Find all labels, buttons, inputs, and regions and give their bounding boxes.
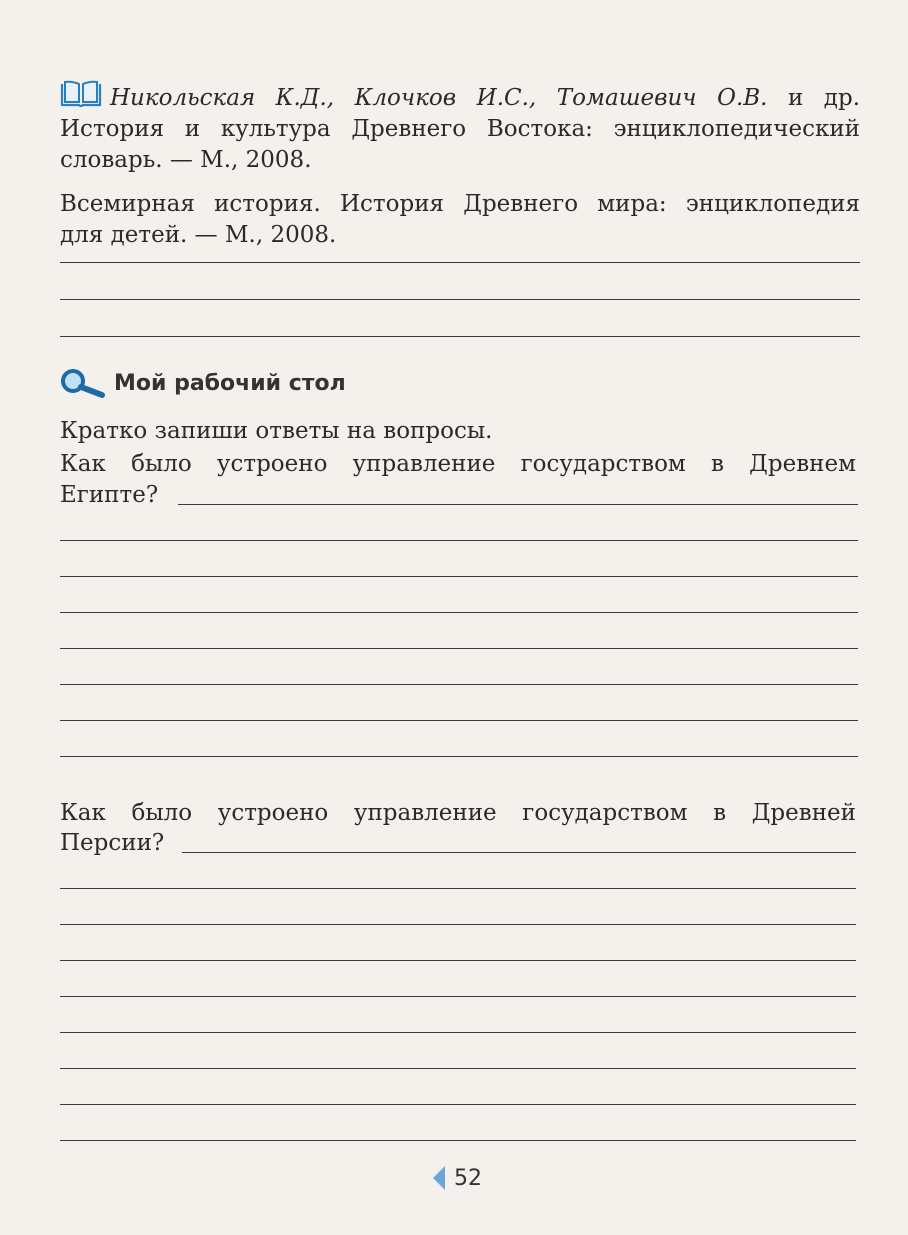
answer-line[interactable]	[182, 852, 856, 853]
writing-line[interactable]	[60, 336, 860, 337]
answer-line[interactable]	[178, 504, 858, 505]
answer-line[interactable]	[60, 960, 856, 961]
writing-line[interactable]	[60, 262, 860, 263]
answer-line[interactable]	[60, 1068, 856, 1069]
answer-line[interactable]	[60, 756, 858, 757]
section-title-text: Мой рабочий стол	[114, 370, 346, 396]
section-title	[60, 368, 860, 398]
question-2-line1: Как было устроено управление государством в Древней	[60, 800, 856, 826]
writing-line[interactable]	[60, 299, 860, 300]
section-header	[60, 368, 860, 398]
answer-line[interactable]	[60, 888, 856, 889]
answer-line[interactable]	[60, 576, 858, 577]
answer-line[interactable]	[60, 924, 856, 925]
answer-line[interactable]	[60, 540, 858, 541]
answer-line[interactable]	[60, 648, 858, 649]
reference-title-line: Всемирная история. История Древнего мира: энциклопедия	[60, 191, 860, 217]
question-1-line2: Египте?	[60, 482, 159, 508]
reference-title-line: для детей. — М., 2008.	[60, 222, 337, 248]
triangle-left-icon	[432, 1165, 446, 1191]
question-2-line2: Персии?	[60, 830, 165, 856]
page-footer	[432, 1165, 482, 1191]
answer-line[interactable]	[60, 684, 858, 685]
reference-title-line: словарь. — М., 2008.	[60, 147, 312, 173]
answer-line[interactable]	[60, 1104, 856, 1105]
answer-line[interactable]	[60, 1032, 856, 1033]
answer-line[interactable]	[60, 1140, 856, 1141]
answer-line[interactable]	[60, 612, 858, 613]
reference-etal: и др.	[787, 85, 861, 111]
answer-line[interactable]	[60, 720, 858, 721]
question-1-line1: Как было устроено управление государством в Древнем	[60, 451, 856, 477]
reference-title-line: История и культура Древнего Востока: энциклопедический	[60, 116, 860, 142]
reference-line	[60, 80, 860, 114]
magnifier-icon	[60, 368, 106, 398]
references-block	[60, 80, 860, 251]
answer-line[interactable]	[60, 996, 856, 997]
page-number: 52	[454, 1165, 482, 1191]
instruction-text: Кратко запиши ответы на вопросы.	[60, 418, 493, 444]
reference-authors: Никольская К.Д., Клочков И.С., Томашевич О.В.	[110, 85, 768, 111]
book-icon	[60, 80, 102, 108]
